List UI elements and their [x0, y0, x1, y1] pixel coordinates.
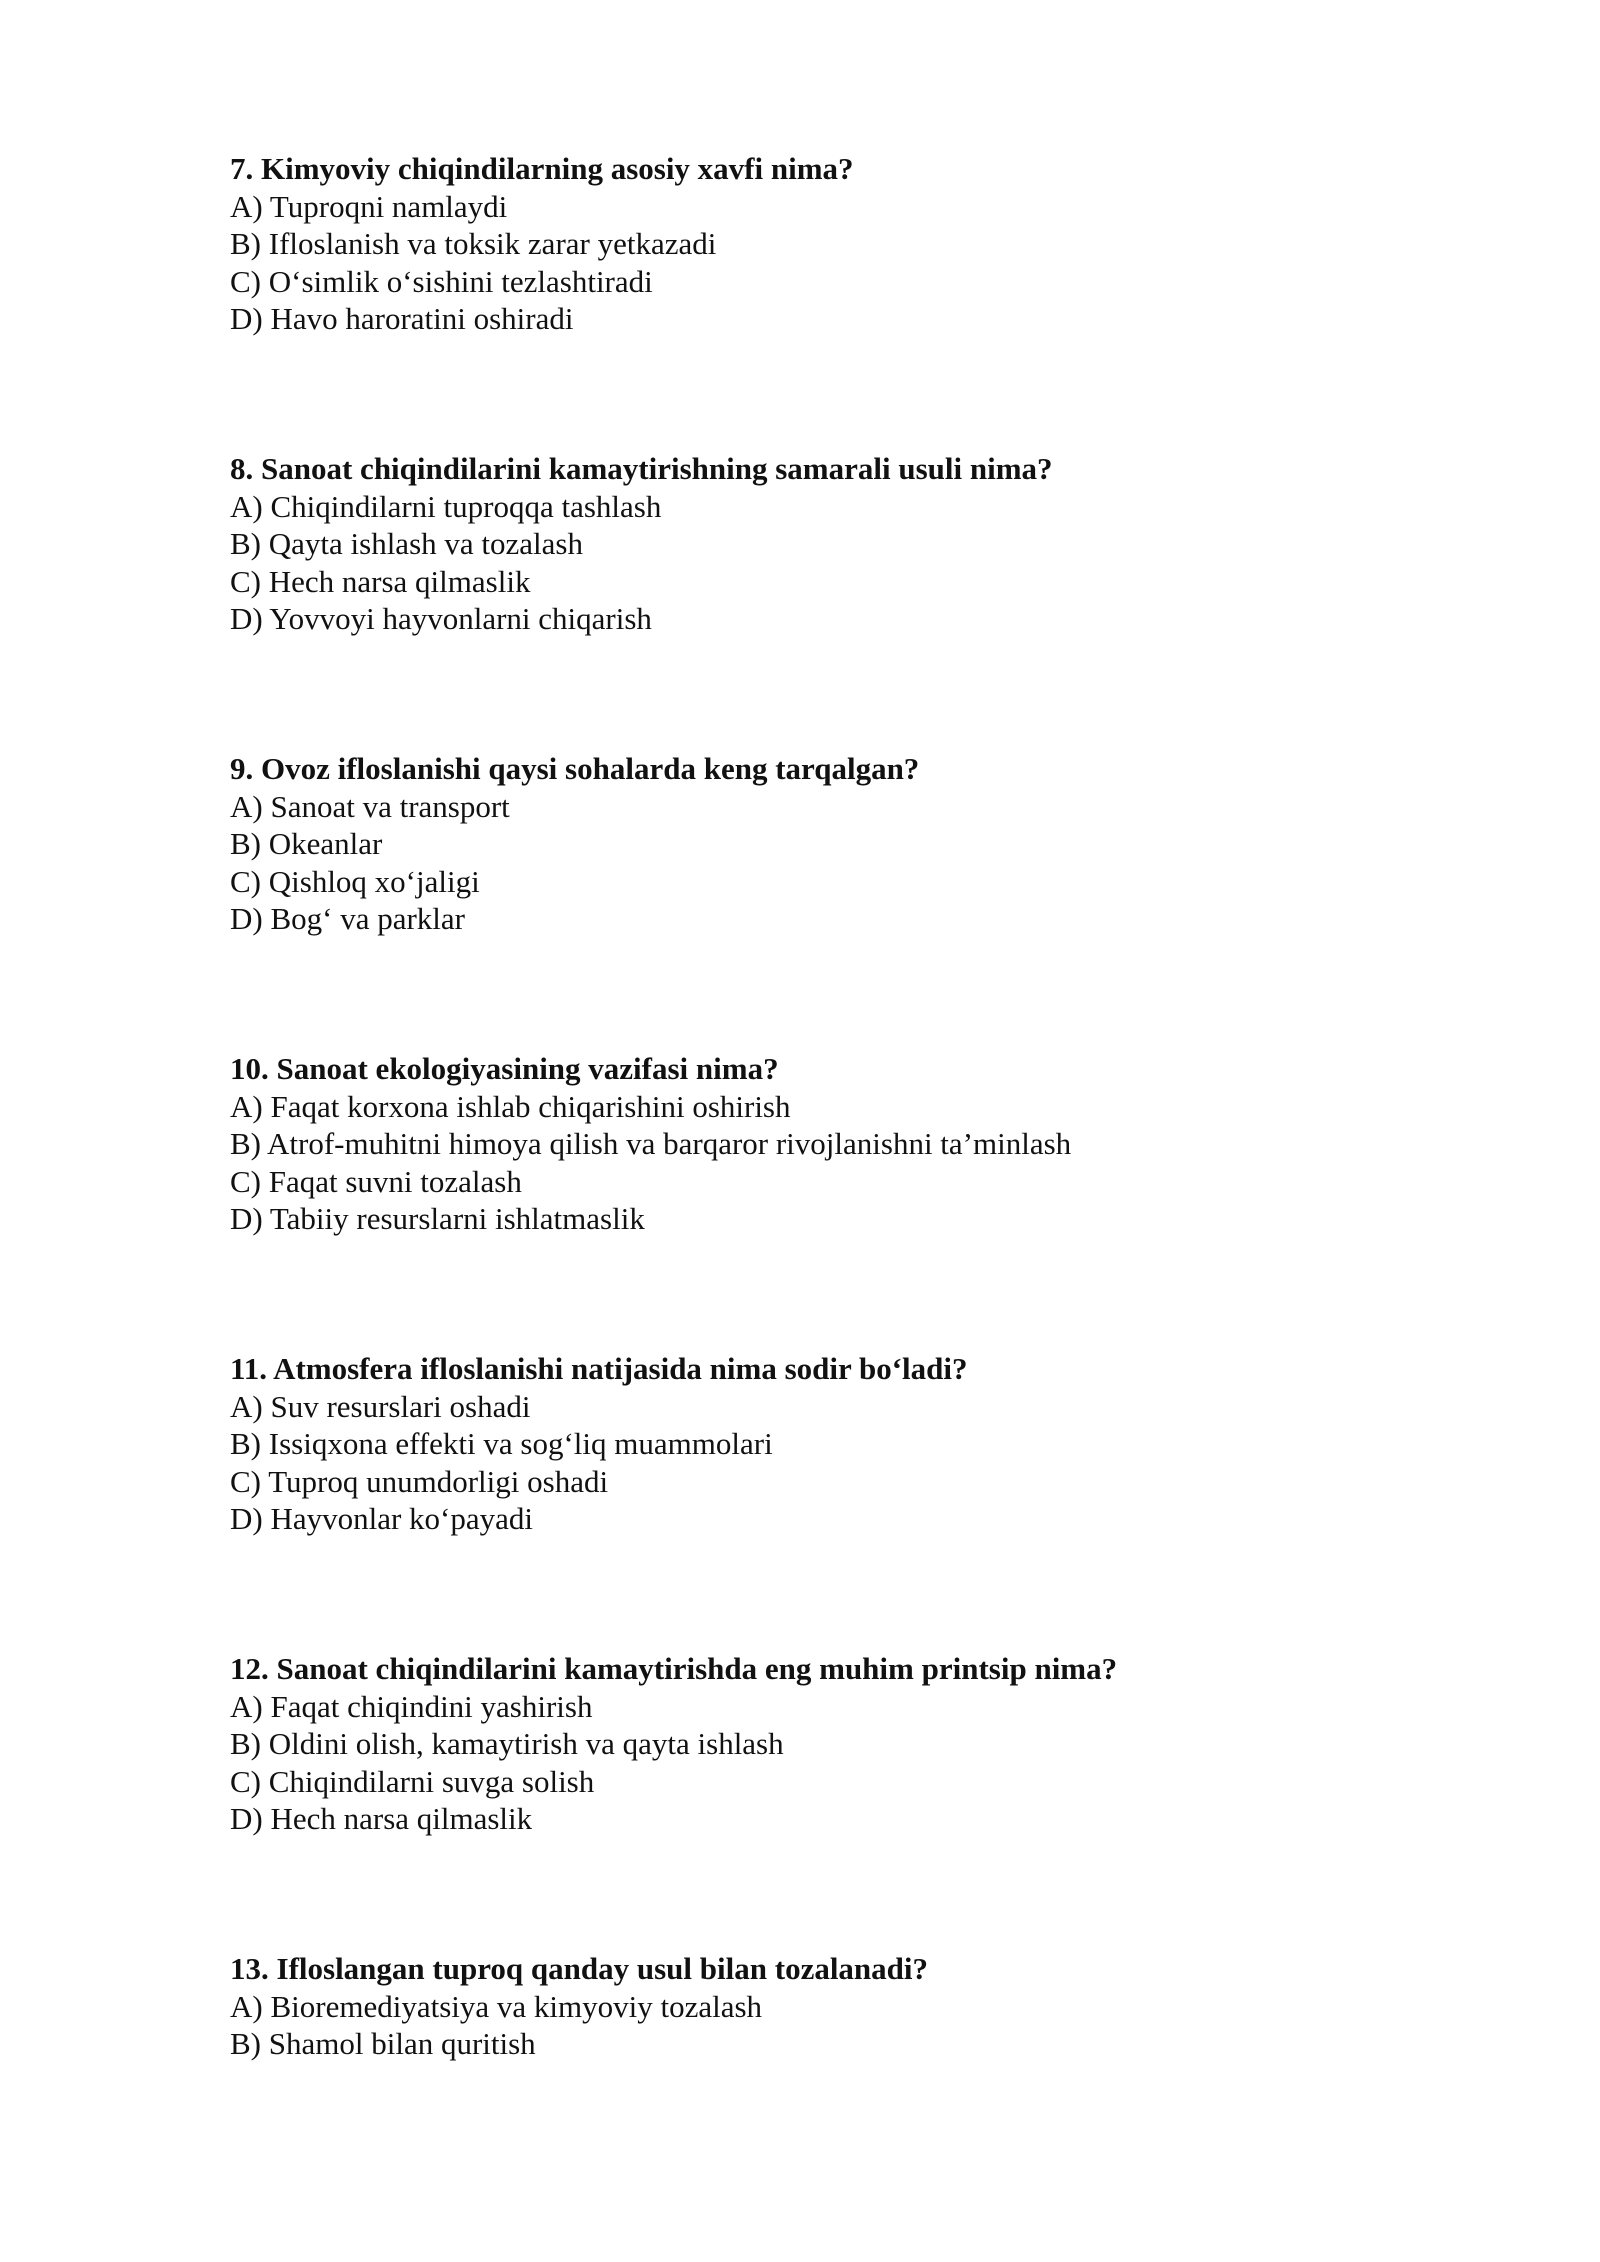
- option-c: C) Hech narsa qilmaslik: [230, 563, 531, 599]
- option-a: A) Suv resurslari oshadi: [230, 1388, 531, 1424]
- option-b: B) Ifloslanish va toksik zarar yetkazadi: [230, 226, 717, 261]
- option-d: D) Hayvonlar ko‘payadi: [230, 1501, 534, 1536]
- option-a: A) Tuproqni namlaydi: [230, 188, 508, 224]
- question-9: [230, 750, 1430, 938]
- option-c: C) Qishloq xo‘jaligi: [230, 863, 480, 899]
- option-b: B) Oldini olish, kamaytirish va qayta ishlash: [230, 1726, 784, 1761]
- option-c: C) Tuproq unumdorligi oshadi: [230, 1463, 609, 1499]
- option-b: B) Shamol bilan quritish: [230, 2026, 536, 2061]
- question-title: 7. Kimyoviy chiqindilarning asosiy xavfi nima?: [230, 151, 854, 186]
- option-d: D) Bog‘ va parklar: [230, 901, 465, 936]
- option-d: D) Tabiiy resurslarni ishlatmaslik: [230, 1201, 645, 1236]
- question-10: [230, 1050, 1430, 1238]
- option-b: B) Okeanlar: [230, 826, 383, 861]
- option-a: A) Chiqindilarni tuproqqa tashlash: [230, 488, 662, 524]
- question-11: [230, 1350, 1430, 1538]
- option-d: D) Havo haroratini oshiradi: [230, 301, 574, 336]
- option-a: A) Sanoat va transport: [230, 788, 510, 824]
- option-d: D) Hech narsa qilmaslik: [230, 1801, 533, 1836]
- question-title: 8. Sanoat chiqindilarini kamaytirishning samarali usuli nima?: [230, 451, 1053, 486]
- question-title: 9. Ovoz ifloslanishi qaysi sohalarda keng tarqalgan?: [230, 751, 920, 786]
- option-c: C) Faqat suvni tozalash: [230, 1163, 522, 1199]
- option-c: C) O‘simlik o‘sishini tezlashtiradi: [230, 263, 653, 299]
- question-7: [230, 150, 1430, 338]
- question-title: 13. Ifloslangan tuproq qanday usul bilan tozalanadi?: [230, 1951, 929, 1986]
- question-title: 11. Atmosfera ifloslanishi natijasida nima sodir bo‘ladi?: [230, 1351, 968, 1386]
- option-b: B) Issiqxona effekti va sog‘liq muammolari: [230, 1426, 773, 1461]
- option-a: A) Faqat korxona ishlab chiqarishini oshirish: [230, 1088, 791, 1124]
- option-d: D) Yovvoyi hayvonlarni chiqarish: [230, 601, 652, 636]
- option-b: B) Atrof-muhitni himoya qilish va barqaror rivojlanishni ta’minlash: [230, 1126, 1072, 1161]
- question-title: 10. Sanoat ekologiyasining vazifasi nima?: [230, 1051, 779, 1086]
- question-8: [230, 450, 1430, 638]
- option-c: C) Chiqindilarni suvga solish: [230, 1763, 595, 1799]
- question-title: 12. Sanoat chiqindilarini kamaytirishda eng muhim printsip nima?: [230, 1651, 1118, 1686]
- option-a: A) Bioremediyatsiya va kimyoviy tozalash: [230, 1988, 763, 2024]
- option-b: B) Qayta ishlash va tozalash: [230, 526, 583, 561]
- question-12: [230, 1650, 1430, 1838]
- question-13: [230, 1950, 1430, 2063]
- option-a: A) Faqat chiqindini yashirish: [230, 1688, 593, 1724]
